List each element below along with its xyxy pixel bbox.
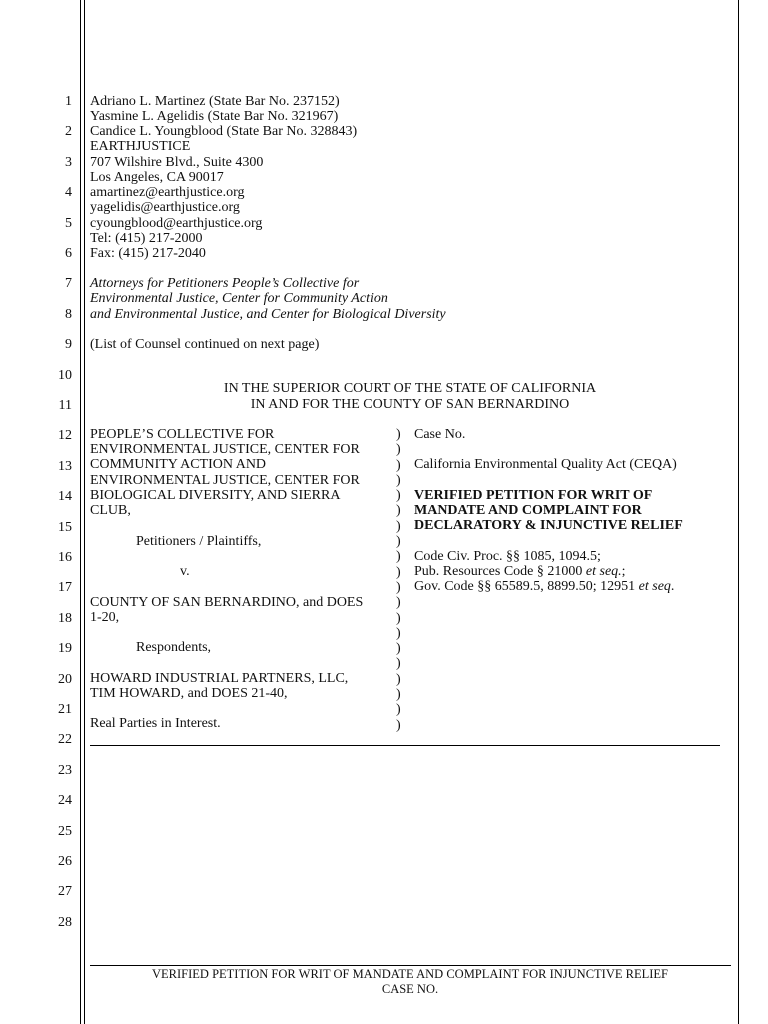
line-number: 13: [58, 459, 72, 474]
attorneys-for-line: Attorneys for Petitioners People’s Collective for: [90, 276, 360, 291]
citation-text: Gov. Code §§ 65589.5, 8899.50; 12951: [414, 579, 639, 594]
counsel-continued-note: (List of Counsel continued on next page): [90, 337, 320, 352]
citation-punct: ;: [621, 564, 626, 579]
right-margin-rule: [738, 0, 739, 1024]
line-number: 9: [65, 337, 72, 352]
email-line: amartinez@earthjustice.org: [90, 185, 245, 200]
line-number: 18: [58, 611, 72, 626]
respondents-role: Respondents,: [136, 640, 212, 655]
citation-et-seq: et seq.: [585, 564, 622, 579]
versus-label: v.: [180, 564, 190, 579]
line-number: 1: [65, 94, 72, 109]
footer-rule: [90, 965, 731, 966]
court-name-line: IN THE SUPERIOR COURT OF THE STATE OF CALIFORNIA: [223, 381, 597, 396]
attorneys-for-line: and Environmental Justice, and Center for Biological Diversity: [90, 307, 446, 322]
citation-text: Pub. Resources Code § 21000: [414, 564, 586, 579]
document-title-line: MANDATE AND COMPLAINT FOR: [414, 503, 642, 518]
respondent-line: 1-20,: [90, 610, 120, 625]
footer-case-no: CASE NO.: [381, 982, 439, 996]
counsel-line: Adriano L. Martinez (State Bar No. 237152): [90, 94, 340, 109]
petitioner-line: PEOPLE’S COLLECTIVE FOR: [90, 427, 275, 442]
line-number: 22: [58, 732, 72, 747]
counsel-line: Los Angeles, CA 90017: [90, 170, 224, 185]
line-number: 15: [58, 520, 72, 535]
citation-punct: .: [670, 579, 675, 594]
firm-name: EARTHJUSTICE: [90, 139, 191, 154]
real-parties-role: Real Parties in Interest.: [90, 716, 221, 731]
left-margin-rule-inner: [84, 0, 85, 1024]
line-number: 12: [58, 428, 72, 443]
petitioners-role: Petitioners / Plaintiffs,: [136, 534, 262, 549]
footer-title: VERIFIED PETITION FOR WRIT OF MANDATE AND COMPLAINT FOR INJUNCTIVE RELIEF: [152, 967, 668, 981]
petitioner-line: ENVIRONMENTAL JUSTICE, CENTER FOR: [90, 442, 360, 457]
attorneys-for-line: Environmental Justice, Center for Community Action: [90, 291, 388, 306]
left-margin-rule-outer: [80, 0, 81, 1024]
line-number: 17: [58, 580, 72, 595]
code-citation: [414, 579, 674, 594]
petitioner-line: CLUB,: [90, 503, 131, 518]
counsel-line: Candice L. Youngblood (State Bar No. 328843): [90, 124, 358, 139]
line-number: 3: [65, 155, 72, 170]
petitioner-line: ENVIRONMENTAL JUSTICE, CENTER FOR: [90, 473, 360, 488]
line-number: 6: [65, 246, 72, 261]
caption-divider: [90, 745, 720, 746]
line-number: 26: [58, 854, 72, 869]
fax-line: Fax: (415) 217-2040: [90, 246, 206, 261]
line-number: 28: [58, 915, 72, 930]
line-number: 10: [58, 368, 72, 383]
line-number: 27: [58, 884, 72, 899]
code-citation: Code Civ. Proc. §§ 1085, 1094.5;: [414, 549, 601, 564]
caption-parenthesis-column: ) ) ) ) ) ) ) ) ) ) ) ) ) ) ) ) ) ) ) ): [396, 427, 401, 733]
line-number: 14: [58, 489, 72, 504]
case-number-label: Case No.: [414, 427, 466, 442]
line-number: 25: [58, 824, 72, 839]
line-number: 16: [58, 550, 72, 565]
real-party-line: TIM HOWARD, and DOES 21-40,: [90, 686, 288, 701]
line-number: 21: [58, 702, 72, 717]
line-number: 23: [58, 763, 72, 778]
line-number: 20: [58, 672, 72, 687]
petitioner-line: BIOLOGICAL DIVERSITY, AND SIERRA: [90, 488, 341, 503]
phone-line: Tel: (415) 217-2000: [90, 231, 203, 246]
line-number: 8: [65, 307, 72, 322]
line-number: 11: [58, 398, 72, 413]
email-line: cyoungblood@earthjustice.org: [90, 216, 263, 231]
real-party-line: HOWARD INDUSTRIAL PARTNERS, LLC,: [90, 671, 349, 686]
code-citation: [414, 564, 626, 579]
respondent-line: COUNTY OF SAN BERNARDINO, and DOES: [90, 595, 364, 610]
line-number: 7: [65, 276, 72, 291]
counsel-line: 707 Wilshire Blvd., Suite 4300: [90, 155, 264, 170]
ceqa-line: California Environmental Quality Act (CEQA): [414, 457, 677, 472]
petitioner-line: COMMUNITY ACTION AND: [90, 457, 267, 472]
document-title-line: VERIFIED PETITION FOR WRIT OF: [414, 488, 653, 503]
line-number: 5: [65, 216, 72, 231]
document-title-line: DECLARATORY & INJUNCTIVE RELIEF: [414, 518, 683, 533]
line-number: 19: [58, 641, 72, 656]
email-line: yagelidis@earthjustice.org: [90, 200, 240, 215]
citation-et-seq: et seq: [638, 579, 671, 594]
counsel-line: Yasmine L. Agelidis (State Bar No. 321967): [90, 109, 339, 124]
court-county-line: IN AND FOR THE COUNTY OF SAN BERNARDINO: [250, 397, 570, 412]
line-number: 24: [58, 793, 72, 808]
line-number: 4: [65, 185, 72, 200]
line-number: 2: [65, 124, 72, 139]
